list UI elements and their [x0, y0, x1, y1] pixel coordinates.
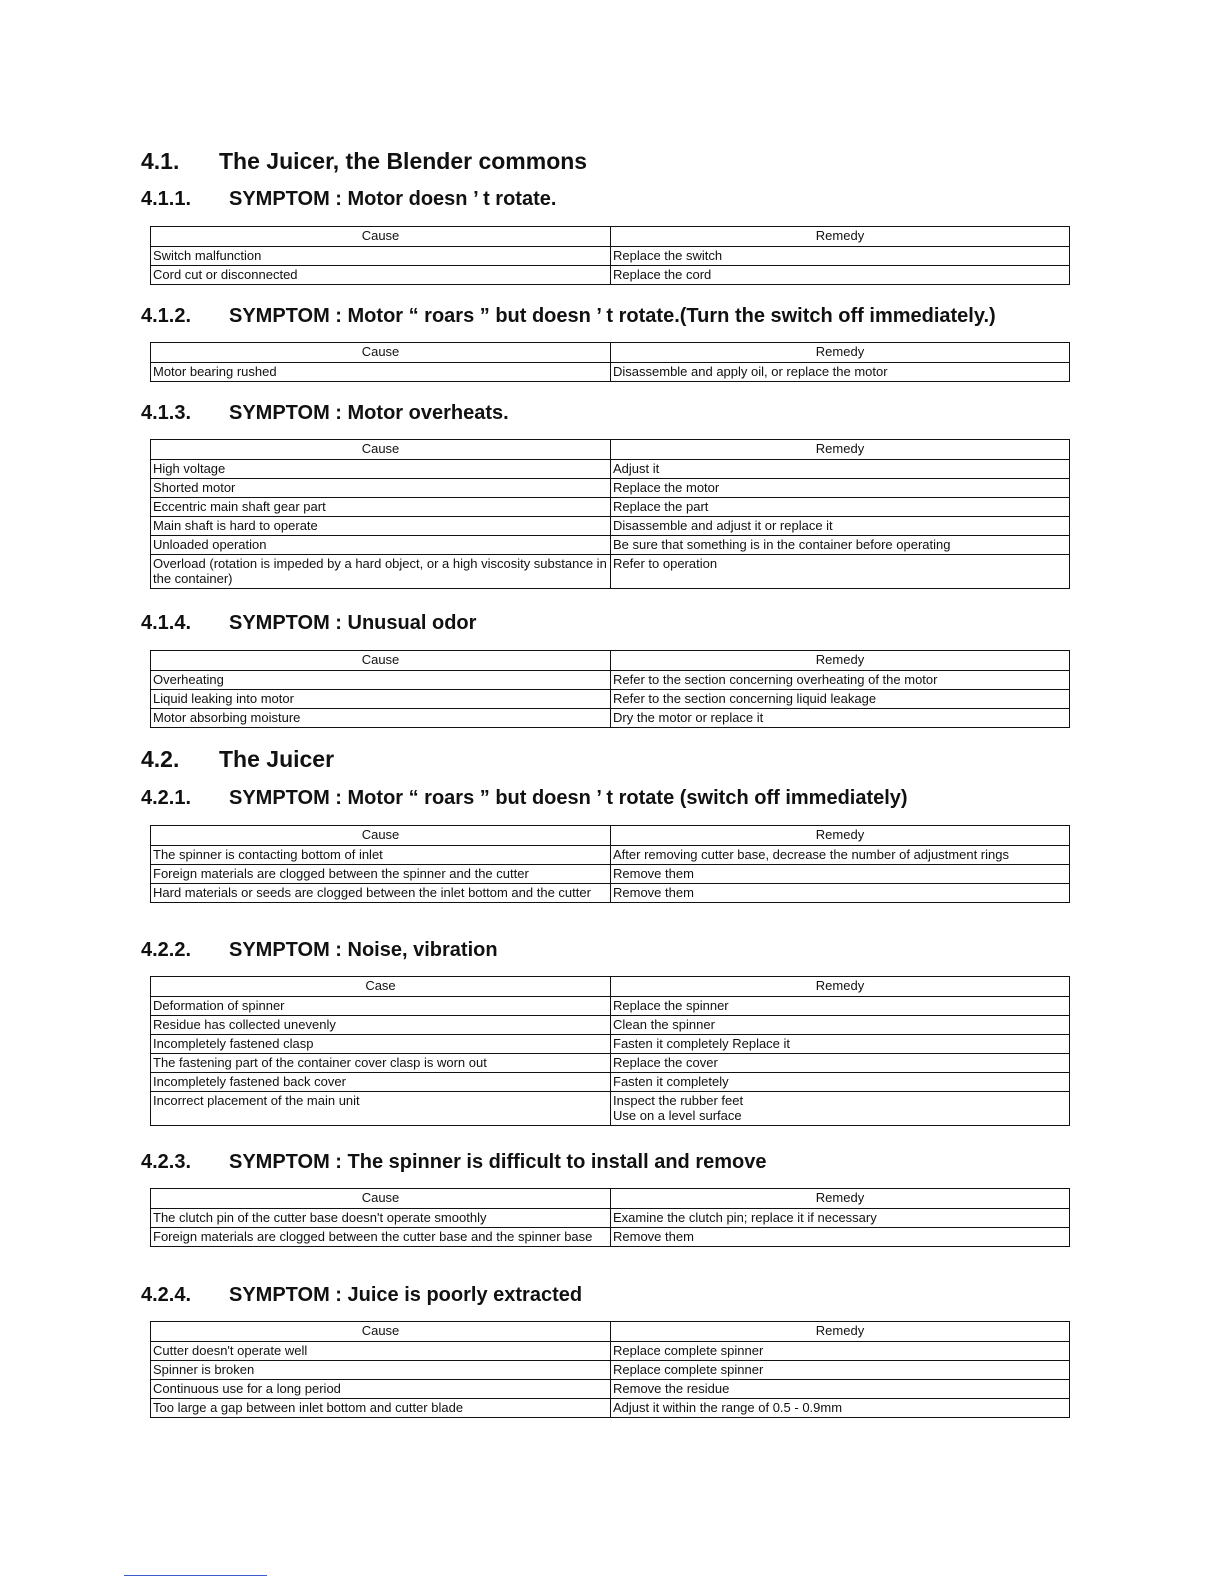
- symptom-number: 4.1.4.: [141, 612, 192, 634]
- cause-cell: Shorted motor: [151, 479, 611, 498]
- table-row: [151, 266, 1070, 285]
- table-row: [151, 1361, 1070, 1380]
- section-title: The Juicer: [219, 746, 335, 772]
- remedy-cell: Replace the cord: [611, 266, 1070, 285]
- remedy-header: Remedy: [611, 1322, 1070, 1342]
- symptom-table: [150, 226, 1070, 285]
- symptom-heading: [141, 188, 556, 211]
- cause-cell: Continuous use for a long period: [151, 1380, 611, 1399]
- symptom-title: SYMPTOM : The spinner is difficult to install and remove: [229, 1151, 767, 1173]
- cause-cell: Spinner is broken: [151, 1361, 611, 1380]
- remedy-header: Remedy: [611, 440, 1070, 460]
- remedy-cell: After removing cutter base, decrease the number of adjustment rings: [611, 846, 1070, 865]
- table-row: [151, 1092, 1070, 1126]
- remedy-cell: Remove them: [611, 1228, 1070, 1247]
- cause-cell: Deformation of spinner: [151, 997, 611, 1016]
- cause-cell: The fastening part of the container cover clasp is worn out: [151, 1054, 611, 1073]
- cause-cell: Too large a gap between inlet bottom and cutter blade: [151, 1399, 611, 1418]
- symptom-number: 4.2.4.: [141, 1284, 192, 1306]
- remedy-cell: Replace the motor: [611, 479, 1070, 498]
- cause-cell: Cutter doesn't operate well: [151, 1342, 611, 1361]
- section-number: 4.2.: [141, 746, 180, 772]
- table-row: [151, 1228, 1070, 1247]
- table-row: [151, 1209, 1070, 1228]
- symptom-number: 4.1.2.: [141, 305, 192, 327]
- remedy-cell: Clean the spinner: [611, 1016, 1070, 1035]
- cause-cell: Main shaft is hard to operate: [151, 517, 611, 536]
- symptom-number: 4.2.1.: [141, 787, 192, 809]
- remedy-cell: Refer to the section concerning overheating of the motor: [611, 671, 1070, 690]
- table-row: [151, 709, 1070, 728]
- table-row: [151, 363, 1070, 382]
- symptom-heading: [141, 787, 908, 810]
- table-row: [151, 517, 1070, 536]
- cause-cell: Eccentric main shaft gear part: [151, 498, 611, 517]
- symptom-table: [150, 439, 1070, 589]
- cause-header: Cause: [151, 227, 611, 247]
- section-title: The Juicer, the Blender commons: [219, 148, 588, 174]
- cause-cell: Incorrect placement of the main unit: [151, 1092, 611, 1126]
- cause-cell: Cord cut or disconnected: [151, 266, 611, 285]
- remedy-cell: Replace the part: [611, 498, 1070, 517]
- cause-header: Cause: [151, 1189, 611, 1209]
- remedy-cell: Fasten it completely: [611, 1073, 1070, 1092]
- cause-header: Cause: [151, 1322, 611, 1342]
- table-row: [151, 536, 1070, 555]
- symptom-table: [150, 342, 1070, 382]
- cause-cell: Motor bearing rushed: [151, 363, 611, 382]
- symptom-heading: [141, 305, 996, 328]
- remedy-cell: Replace the spinner: [611, 997, 1070, 1016]
- cause-cell: Foreign materials are clogged between the spinner and the cutter: [151, 865, 611, 884]
- table-row: [151, 460, 1070, 479]
- cause-cell: Overheating: [151, 671, 611, 690]
- symptom-table: [150, 1321, 1070, 1418]
- cause-header: Cause: [151, 440, 611, 460]
- section-number: 4.1.: [141, 148, 180, 174]
- cause-cell: Overload (rotation is impeded by a hard object, or a high viscosity substance in the container): [151, 555, 611, 589]
- cause-cell: Liquid leaking into motor: [151, 690, 611, 709]
- symptom-heading: [141, 939, 498, 962]
- remedy-cell: Fasten it completely Replace it: [611, 1035, 1070, 1054]
- symptom-title: SYMPTOM : Unusual odor: [229, 612, 477, 634]
- symptom-title: SYMPTOM : Motor “ roars ” but doesn ’ t rotate.(Turn the switch off immediately.): [229, 305, 996, 327]
- symptom-number: 4.1.1.: [141, 188, 192, 210]
- remedy-header: Remedy: [611, 1189, 1070, 1209]
- table-row: [151, 479, 1070, 498]
- cause-header: Cause: [151, 343, 611, 363]
- table-row: [151, 865, 1070, 884]
- table-row: [151, 997, 1070, 1016]
- symptom-table: [150, 825, 1070, 903]
- symptom-title: SYMPTOM : Motor doesn ’ t rotate.: [229, 188, 557, 210]
- cause-cell: The clutch pin of the cutter base doesn't operate smoothly: [151, 1209, 611, 1228]
- symptom-number: 4.2.3.: [141, 1151, 192, 1173]
- cause-cell: Residue has collected unevenly: [151, 1016, 611, 1035]
- symptom-number: 4.2.2.: [141, 939, 192, 961]
- symptom-table: [150, 1188, 1070, 1247]
- remedy-cell: Disassemble and apply oil, or replace the motor: [611, 363, 1070, 382]
- remedy-cell: Replace the switch: [611, 247, 1070, 266]
- symptom-number: 4.1.3.: [141, 402, 192, 424]
- symptom-title: SYMPTOM : Noise, vibration: [229, 939, 498, 961]
- table-row: [151, 690, 1070, 709]
- cause-header: Cause: [151, 826, 611, 846]
- table-row: [151, 1380, 1070, 1399]
- table-row: [151, 1035, 1070, 1054]
- cause-header: Cause: [151, 651, 611, 671]
- symptom-heading: [141, 612, 476, 635]
- cause-cell: Incompletely fastened back cover: [151, 1073, 611, 1092]
- table-row: [151, 1073, 1070, 1092]
- cause-cell: Switch malfunction: [151, 247, 611, 266]
- remedy-cell: Remove them: [611, 865, 1070, 884]
- remedy-cell: Replace complete spinner: [611, 1342, 1070, 1361]
- remedy-cell: Refer to operation: [611, 555, 1070, 589]
- cause-cell: Foreign materials are clogged between the cutter base and the spinner base: [151, 1228, 611, 1247]
- remedy-header: Remedy: [611, 651, 1070, 671]
- remedy-cell: Adjust it: [611, 460, 1070, 479]
- remedy-header: Remedy: [611, 227, 1070, 247]
- cause-cell: Motor absorbing moisture: [151, 709, 611, 728]
- symptom-heading: [141, 1151, 766, 1174]
- remedy-cell: Examine the clutch pin; replace it if necessary: [611, 1209, 1070, 1228]
- remedy-cell: Disassemble and adjust it or replace it: [611, 517, 1070, 536]
- cause-cell: High voltage: [151, 460, 611, 479]
- table-row: [151, 1016, 1070, 1035]
- table-row: [151, 498, 1070, 517]
- cause-cell: Unloaded operation: [151, 536, 611, 555]
- cause-cell: Hard materials or seeds are clogged between the inlet bottom and the cutter: [151, 884, 611, 903]
- cause-header: Case: [151, 977, 611, 997]
- remedy-cell: Inspect the rubber feet Use on a level surface: [611, 1092, 1070, 1126]
- table-row: [151, 671, 1070, 690]
- remedy-header: Remedy: [611, 977, 1070, 997]
- symptom-title: SYMPTOM : Juice is poorly extracted: [229, 1284, 583, 1306]
- section-heading: [141, 148, 587, 175]
- table-row: [151, 846, 1070, 865]
- table-row: [151, 1399, 1070, 1418]
- remedy-cell: Refer to the section concerning liquid leakage: [611, 690, 1070, 709]
- symptom-title: SYMPTOM : Motor “ roars ” but doesn ’ t rotate (switch off immediately): [229, 787, 908, 809]
- symptom-title: SYMPTOM : Motor overheats.: [229, 402, 509, 424]
- table-row: [151, 884, 1070, 903]
- remedy-cell: Remove them: [611, 884, 1070, 903]
- remedy-cell: Remove the residue: [611, 1380, 1070, 1399]
- symptom-table: [150, 650, 1070, 728]
- table-row: [151, 1342, 1070, 1361]
- symptom-heading: [141, 402, 509, 425]
- symptom-heading: [141, 1284, 582, 1307]
- table-row: [151, 1054, 1070, 1073]
- remedy-header: Remedy: [611, 826, 1070, 846]
- cause-cell: Incompletely fastened clasp: [151, 1035, 611, 1054]
- remedy-cell: Replace the cover: [611, 1054, 1070, 1073]
- remedy-cell: Replace complete spinner: [611, 1361, 1070, 1380]
- remedy-cell: Adjust it within the range of 0.5 - 0.9mm: [611, 1399, 1070, 1418]
- remedy-cell: Dry the motor or replace it: [611, 709, 1070, 728]
- section-heading: [141, 746, 334, 773]
- symptom-table: [150, 976, 1070, 1126]
- remedy-header: Remedy: [611, 343, 1070, 363]
- table-row: [151, 555, 1070, 589]
- remedy-cell: Be sure that something is in the container before operating: [611, 536, 1070, 555]
- cause-cell: The spinner is contacting bottom of inlet: [151, 846, 611, 865]
- footer-rule: [124, 1575, 267, 1576]
- table-row: [151, 247, 1070, 266]
